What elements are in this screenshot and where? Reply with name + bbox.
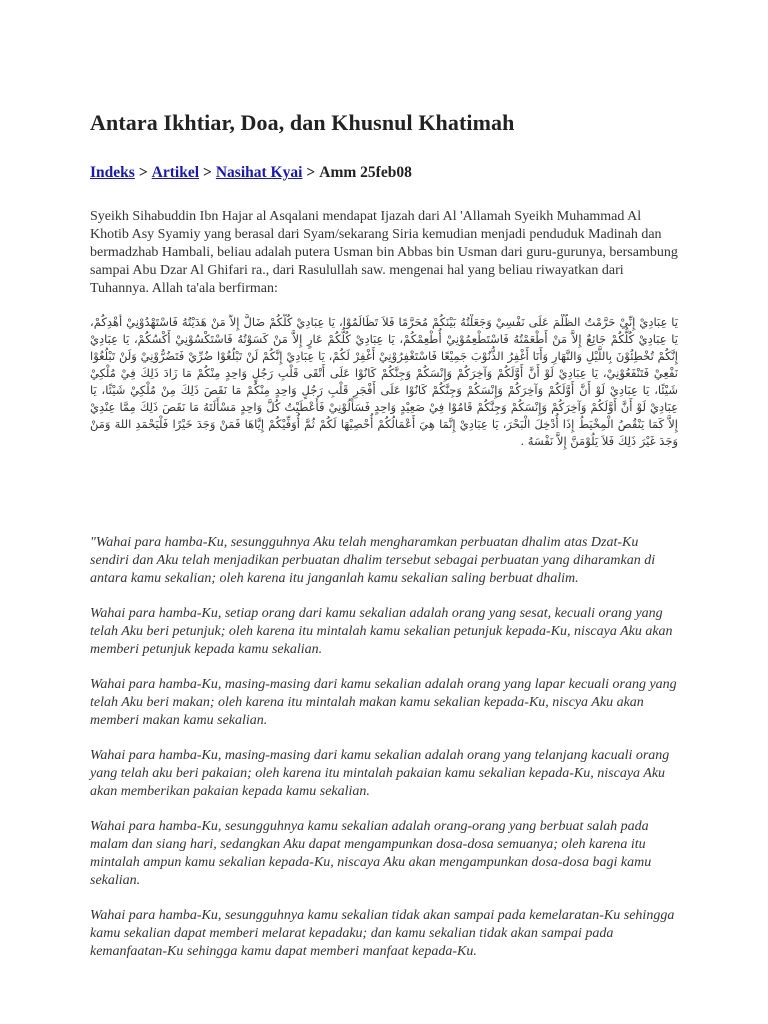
translation-paragraph: Wahai para hamba-Ku, setiap orang dari kamu sekalian adalah orang yang sesat, kecuali orang yang telah Aku beri petunjuk; oleh karena itu mintalah kamu sekalian petunjuk kepada-Ku, niscaya Aku akan memberi petunjuk kepada kamu sekalian.: [90, 606, 673, 657]
breadcrumb-link-indeks[interactable]: Indeks: [90, 164, 135, 181]
breadcrumb-link-artikel[interactable]: Artikel: [151, 164, 200, 181]
breadcrumb-separator: >: [203, 164, 212, 181]
page-title: Antara Ikhtiar, Doa, dan Khusnul Khatimah: [90, 110, 515, 135]
translation-section: [90, 534, 678, 961]
breadcrumb-separator: >: [306, 164, 316, 181]
breadcrumb-link-nasihat-kyai[interactable]: Nasihat Kyai: [215, 164, 303, 181]
translation-paragraph: Wahai para hamba-Ku, sesungguhnya kamu sekalian tidak akan sampai pada kemelaratan-Ku sehingga kamu sekalian dapat memberi melarat kepadaku; dan kamu sekalian tidak akan sampai pada kemanfaatan-Ku sehingga kamu dapat memberi manfaat kepada-Ku.: [90, 908, 675, 959]
breadcrumb: [90, 164, 678, 182]
translation-paragraph: Wahai para hamba-Ku, sesungguhnya kamu sekalian adalah orang-orang yang berbuat salah pada malam dan siang hari, sedangkan Aku dapat mengampunkan dosa-dosa semuanya; oleh karena itu mintalah ampun kamu sekalian kepada-Ku, niscaya Aku akan mengampunkan dosa-dosa bagi kamu sekalian.: [90, 819, 652, 888]
translation-paragraph: "Wahai para hamba-Ku, sesungguhnya Aku telah mengharamkan perbuatan dhalim atas Dzat-Ku sendiri dan Aku telah menjadikan perbuatan dhalim tersebut sebagai perbuatan yang diharamkan di antara kamu sekalian; oleh karena itu janganlah kamu sekalian saling berbuat dhalim.: [90, 535, 656, 586]
intro-paragraph: Syeikh Sihabuddin Ibn Hajar al Asqalani mendapat Ijazah dari Al 'Allamah Syeikh Muhammad Al Khotib Asy Syamiy yang berasal dari Syam/sekarang Siria kemudian menjadi penduduk Madinah dan bermadzhab Hambali, beliau adalah putera Usman bin Abbas bin Usman dari guru-gurunya, bersambung sampai Abu Dzar Al Ghifari ra., dari Rasulullah saw. mengenai hal yang beliau riwayatkan dari Tuhannya. Allah ta'ala berfirman:: [90, 209, 678, 296]
translation-paragraph: Wahai para hamba-Ku, masing-masing dari kamu sekalian adalah orang yang lapar kecuali orang yang telah Aku beri makan; oleh karena itu mintalah makan kamu sekalian kepada-Ku, niscya Aku akan memberi makan kamu sekalian.: [90, 677, 677, 728]
arabic-hadith-text: يَا عِبَادِيْ إِنِّيْ حَرَّمْتُ الظُّلْمَ عَلَى نَفْسِيْ وَجَعَلْتُهُ بَيْنَكُمْ مُحَرَّمًا فَلاَ تَظَالَمُوْا، يَا عِبَادِيْ كُلُّكُمْ ضَالٌّ إِلاَّ مَنْ هَدَيْتُهُ فَاسْتَهْدُوْنِيْ أَهْدِكُمْ، يَا عِبَادِيْ كُلُّكُمْ جَائِعٌ إِلاَّ مَنْ أَطْعَمْتُهُ فَاسْتَطْعِمُوْنِيْ أُطْعِمْكُمْ، يَا عِبَادِيْ كُلُّكُمْ عَارٍ إِلاَّ مَنْ كَسَوْتُهُ فَاسْتَكْسُوْنِيْ أَكْسُكُمْ، يَا عِبَادِيْ إِنَّكُمْ تُخْطِئُوْنَ بِاللَّيْلِ وَالنَّهَارِ وَأَنَا أَغْفِرُ الذُّنُوْبَ جَمِيْعًا فَاسْتَغْفِرُوْنِيْ أَغْفِرْ لَكُمْ، يَا عِبَادِيْ إِنَّكُمْ لَنْ تَبْلُغُوْا ضُرِّيْ فَتَضُرُّوْنِيْ وَلَنْ تَبْلُغُوْا نَفْعِيْ فَتَنْفَعُوْنِيْ، يَا عِبَادِيْ لَوْ أَنَّ أَوَّلَكُمْ وَآخِرَكُمْ وَإِنْسَكُمْ وَجِنَّكُمْ كَانُوْا عَلَى أَتْقَى قَلْبِ رَجُلٍ وَاحِدٍ مِنْكُمْ مَا زَادَ ذَلِكَ فِيْ مُلْكِيْ شَيْئًا، يَا عِبَادِيْ لَوْ أَنَّ أَوَّلَكُمْ وَآخِرَكُمْ وَإِنْسَكُمْ وَجِنَّكُمْ كَانُوْا عَلَى أَفْجَرِ قَلْبِ رَجُلٍ وَاحِدٍ مِنْكُمْ مَا نَقَصَ ذَلِكَ مِنْ مُلْكِيْ شَيْئًا، يَا عِبَادِيْ لَوْ أَنَّ أَوَّلَكُمْ وَآخِرَكُمْ وَإِنْسَكُمْ وَجِنَّكُمْ قَامُوْا فِيْ صَعِيْدٍ وَاحِدٍ فَسَأَلُوْنِيْ فَأَعْطَيْتُ كُلَّ وَاحِدٍ مَسْأَلَتَهُ مَا نَقَصَ ذَلِكَ مِمَّا عِنْدِيْ إِلاَّ كَمَا يَنْقُصُ الْمِخْيَطُ إِذَا أُدْخِلَ الْبَحْرَ، يَا عِبَادِيْ إِنَّمَا هِيَ أَعْمَالُكُمْ أُحْصِيْهَا لَكُمْ ثُمَّ أُوَفِّيْكُمْ إِيَّاهَا فَمَنْ وَجَدَ خَيْرًا فَلْيَحْمَدِ اللهَ وَمَنْ وَجَدَ غَيْرَ ذَلِكَ فَلاَ يَلُوْمَنَّ إِلاَّ نَفْسَهُ .: [90, 315, 678, 448]
breadcrumb-separator: >: [138, 164, 148, 181]
breadcrumb-current: Amm 25feb08: [319, 164, 412, 181]
translation-paragraph: Wahai para hamba-Ku, masing-masing dari kamu sekalian adalah orang yang telanjang kacuali orang yang telah aku beri pakaian; oleh karena itu mintalah pakaian kamu sekalian kepada-Ku, niscaya Aku akan memberikan pakaian kepada kamu sekalian.: [90, 748, 670, 799]
